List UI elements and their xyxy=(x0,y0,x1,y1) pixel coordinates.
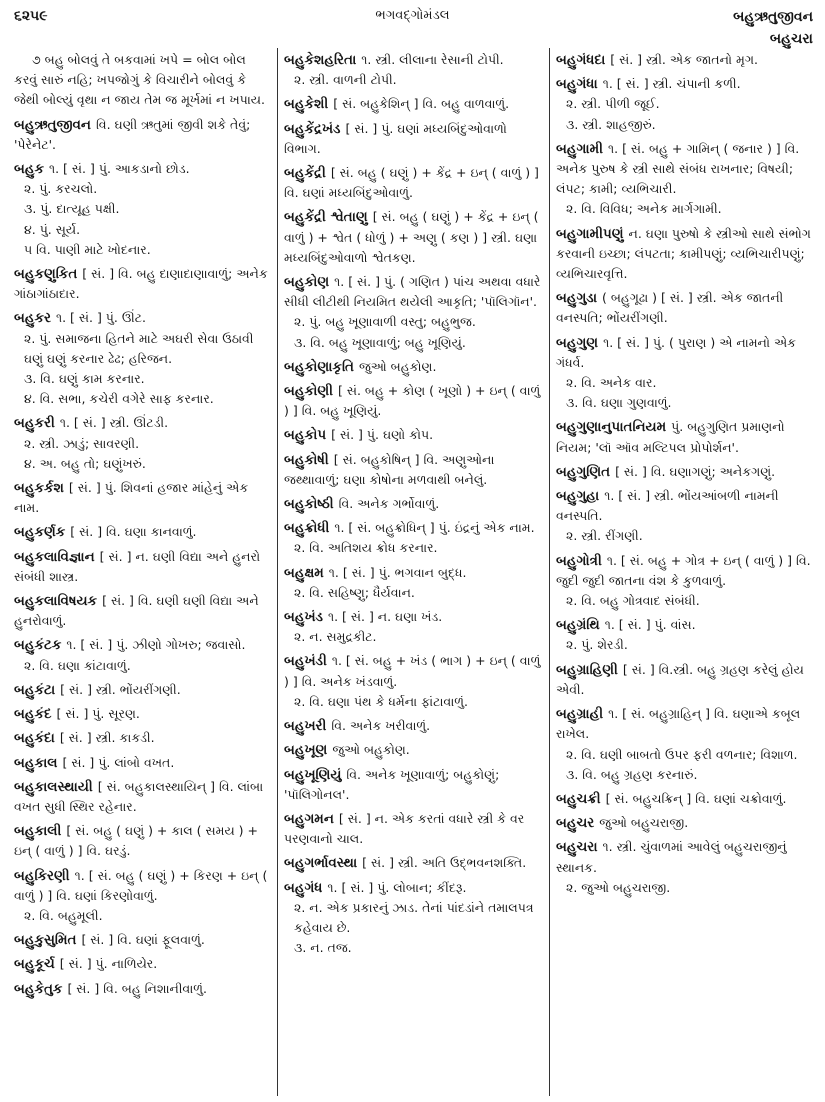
dictionary-entry xyxy=(14,866,272,927)
headword: બહુગુણાનુપાતનિયમ xyxy=(556,419,667,436)
dictionary-entry xyxy=(14,115,272,155)
dictionary-entry xyxy=(556,704,814,785)
definition: [ સં. ] વિ. ઘણા કાનવાળું. xyxy=(70,524,197,540)
definition: ૧. સ્ત્રી. ચુંવાળમાં આવેલું બહુચરાજીનું સ્થાનક. xyxy=(556,839,787,875)
entry-main-line xyxy=(14,522,272,542)
definition: ન. ઘણા પુરુષો કે સ્ત્રીઓ સાથે સંભોગ કરવાની ઇચ્છા; લંપટતા; કામીપણું; વ્યભિચારીપણું; વ્યભિચારવૃત્તિ. xyxy=(556,225,811,282)
sense-line: ૨. ન. એક પ્રકારનું ઝાડ. તેનાં પાંદડાંને તમાલપત્ર કહેવાય છે. xyxy=(294,899,534,935)
sense-line: ૨. પું. શેરડી. xyxy=(566,637,628,653)
dictionary-entry xyxy=(556,813,814,833)
column-divider xyxy=(277,48,278,1096)
definition: [ સં. ] પું. શિવનાં હજાર માંહેનું એક નામ. xyxy=(14,480,249,516)
definition: ૧. [ સં. બહુક્રોધિન્ ] પું. ઇંદ્રનું એક નામ. xyxy=(334,520,535,536)
entry-main-line xyxy=(14,866,272,906)
definition: [ સં. ] વિ. ઘણાં ફૂલવાળું. xyxy=(81,932,205,948)
dictionary-entry xyxy=(556,50,814,70)
sense-line: ૨. જુઓ બહુચરાજી. xyxy=(566,879,671,895)
dictionary-entry xyxy=(556,660,814,700)
entry-main-line xyxy=(556,288,814,328)
dictionary-entry xyxy=(284,563,544,603)
headword: બહુકંટા xyxy=(14,681,56,698)
sense-line: ૨. વિ. ઘણા કાંટાવાળું. xyxy=(24,657,131,673)
entry-main-line xyxy=(556,462,814,482)
dictionary-entry xyxy=(14,728,272,748)
definition: [ સં. ] વિ. ઘણાગણું; અનેકગણું. xyxy=(615,463,776,479)
dictionary-entry xyxy=(14,635,272,675)
definition: વિ. અનેક ખરીવાળું. xyxy=(331,718,431,734)
entry-main-line xyxy=(556,615,814,635)
definition: વિ. અનેક ગર્ભોવાળું. xyxy=(338,496,440,512)
definition: વિ. ઘણી ઋતુમાં જીવી શકે તેવું; 'પેરેનેટ'. xyxy=(14,116,251,152)
guide-word-first: બહુઋતુજીવન xyxy=(733,9,813,25)
headword: બહુકેંદ્રખંડ xyxy=(284,120,341,137)
sense-line: ૩. ન. તજ. xyxy=(294,940,352,956)
definition: ૧. [ સં. ] પું. ભગવાન બુદ્ધ. xyxy=(328,564,467,580)
headword: બહુગુડા xyxy=(556,290,598,307)
dictionary-entry xyxy=(556,789,814,809)
definition: ૧. [ સં. બહુ + ગોત્ર + ઇન્ ( વાળું ) ] વિ. જુદી જુદી જાતના વંશ કે કુળવાળું. xyxy=(556,552,811,588)
headword: બહુકેંદ્રી શ્વેતાણુ xyxy=(284,209,368,226)
headword: બહુક xyxy=(14,161,44,178)
definition: ( બહુગૂઢા ) [ સં. ] સ્ત્રી. એક જાતની વનસ્પતિ; ભોંયરીંગણી. xyxy=(556,290,784,326)
definition: [ સં. ] વિ. બહુ દાણાદાણાવાળું; અનેક ગાંઠાગાંઠાદાર. xyxy=(14,266,268,302)
continued-paragraph: ૭ બહુ બોલવું તે બકવામાં ખપે = બોલ બોલ કરવું સારું નહિ; ખપજોગું કે વિચારીને બોલવું કે જેથી બોલ્યું વૃથા ન જાય તેમ જ મૂર્ખમાં ન ખપાય. xyxy=(14,52,265,108)
definition: [ સં. બહુ ( ઘણું ) + કેંદ્ર + ઇન્ ( વાળું ) + શ્વેત ( ધોળું ) + અણુ ( કણ ) ] સ્ત્રી. ઘણા મધ્યબિંદુઓવાળો શ્વેતકણ. xyxy=(284,209,539,265)
dictionary-entry xyxy=(284,651,544,712)
entry-main-line xyxy=(14,478,272,518)
entry-main-line xyxy=(556,813,814,833)
dictionary-entry xyxy=(284,381,544,421)
entry-main-line xyxy=(556,224,814,285)
definition: ૧. [ સં. બહુગ્રાહિન્ ] વિ. ઘણાએ કબૂલ રાખેલ. xyxy=(556,706,801,742)
entry-main-line xyxy=(284,357,544,377)
entry-main-line xyxy=(14,680,272,700)
headword: બહુકોષ્ઠી xyxy=(284,496,334,513)
dictionary-entry xyxy=(284,450,544,490)
definition: ૧. [ સં. ] ન. ઘણા ખંડ. xyxy=(327,609,443,625)
sense-line: ૨. વિ. બહુમૂલી. xyxy=(24,907,103,923)
dictionary-entry xyxy=(284,518,544,558)
entry-main-line xyxy=(556,486,814,526)
sense-line: ૨. સ્ત્રી. વાળની ટોપી. xyxy=(294,72,397,88)
headword: બહુકોણ xyxy=(284,274,330,291)
entry-main-line xyxy=(14,591,272,631)
dictionary-entry xyxy=(556,74,814,135)
definition: [ સં. ] પું. ઘણાં મધ્યબિંદુઓવાળો વિભાગ. xyxy=(284,120,507,156)
definition: ૧. [ સં. ] પું. લોબાન; કીંદરૂ. xyxy=(327,879,467,895)
entry-main-line xyxy=(14,930,272,950)
entry-main-line xyxy=(14,979,272,999)
headword: બહુકોણાકૃતિ xyxy=(284,358,354,375)
entry-main-line xyxy=(284,716,544,736)
headword: બહુગામીપણું xyxy=(556,225,624,242)
dictionary-entry xyxy=(284,357,544,377)
definition: [ સં. ] સ્ત્રી. અતિ ઉદ્ભવનશક્તિ. xyxy=(362,855,527,871)
entry-main-line xyxy=(556,660,814,700)
entry-main-line xyxy=(556,74,814,94)
dictionary-entry xyxy=(14,954,272,974)
entry-main-line xyxy=(14,821,272,861)
definition: પું. બહુગુણિત પ્રમાણનો નિયમ; 'લૉ ઑવ મલ્ટિપલ પ્રોપોર્શન'. xyxy=(556,419,785,455)
definition: [ સં. ] પું. નાળિયેર. xyxy=(59,956,158,972)
entry-main-line xyxy=(284,381,544,421)
headword: બહુકેંદ્રી xyxy=(284,165,326,182)
sense-line: ૩. વિ. ઘણા ગુણવાળું. xyxy=(566,395,672,411)
headword: બહુગમન xyxy=(284,810,334,827)
definition: ૧. [ સં. ] પું. ઝીણો ગોખરુ; જવાસો. xyxy=(66,637,246,653)
entry-main-line xyxy=(284,651,544,691)
entry-main-line xyxy=(14,704,272,724)
sense-line: ૨. વિ. બહુ ગોત્રવાદ સંબંધી. xyxy=(566,593,700,609)
dictionary-entry xyxy=(14,777,272,817)
entry-main-line xyxy=(556,333,814,373)
entry-main-line xyxy=(556,704,814,744)
headword: બહુકાલી xyxy=(14,823,62,840)
dictionary-entry xyxy=(556,486,814,547)
sense-line: ૨. વિ. ઘણા પંથ કે ધર્મના ફાંટાવાળું. xyxy=(294,693,468,709)
dictionary-entry xyxy=(14,753,272,773)
entry-main-line xyxy=(284,765,544,805)
dictionary-entry xyxy=(556,837,814,898)
page-number: ૬૨૫૯ xyxy=(14,8,48,24)
definition: [ સં. બહુ ( ઘણું ) + કેંદ્ર + ઇન્ ( વાળું ) ] વિ. ઘણાં મધ્યબિંદુઓવાળું. xyxy=(284,165,539,201)
headword: બહુકેશહરિતા xyxy=(284,52,357,68)
definition: ૧. [ સં. ] સ્ત્રી. ચંપાની કળી. xyxy=(602,76,741,92)
dictionary-entry xyxy=(556,551,814,612)
headword: બહુખંડ xyxy=(284,609,323,626)
entry-main-line xyxy=(284,607,544,627)
headword: બહુકેશી xyxy=(284,96,329,113)
sense-line: ૨. ન. સમુદ્રકીટ. xyxy=(294,629,377,645)
definition: [ સં. ] પું. સૂરણ. xyxy=(56,706,140,722)
entry-main-line xyxy=(14,413,272,433)
entry-main-line xyxy=(14,954,272,974)
definition: [ સં. ] સ્ત્રી. ભોંયરીંગણી. xyxy=(60,681,181,697)
headword: બહુકાલ xyxy=(14,754,58,771)
entry-main-line xyxy=(14,753,272,773)
column-2 xyxy=(284,50,544,962)
headword: બહુકર xyxy=(14,310,51,327)
dictionary-entry xyxy=(284,740,544,760)
sense-line: ૪. અ. બહુ તો; ઘણુંખરું. xyxy=(24,455,146,471)
definition: ૧. [ સં. ] પું. ઊંટ. xyxy=(55,310,147,326)
headword: બહુગ્રાહી xyxy=(556,706,604,723)
dictionary-entry xyxy=(556,615,814,655)
headword: બહુઋતુજીવન xyxy=(14,116,91,133)
dictionary-entry xyxy=(556,224,814,285)
headword: બહુગર્ભાવસ્થા xyxy=(284,855,358,872)
entry-main-line xyxy=(14,264,272,304)
entry-main-line xyxy=(14,547,272,587)
entry-main-line xyxy=(284,518,544,538)
definition: વિ. અનેક ખૂણાવાળું; બહુકોણું; 'પૉલિગોનલ'. xyxy=(284,766,500,802)
definition: ૧. [ સં. બહુ ( ઘણું ) + કિરણ + ઇન્ ( વાળું ) ] વિ. ઘણાં કિરણોવાળું. xyxy=(14,867,268,903)
headword: બહુખરી xyxy=(284,718,327,735)
definition: [ સં. ] ન. ઘણી વિદ્યા અને હુનરો સંબંધી શાસ્ત્ર. xyxy=(14,548,261,584)
headword: બહુખંડી xyxy=(284,653,327,670)
dictionary-entry xyxy=(14,308,272,409)
dictionary-entry xyxy=(14,979,272,999)
definition: ૧. [ સં. ] પું. વાંસ. xyxy=(604,617,696,633)
page-header xyxy=(0,0,825,48)
dictionary-entry xyxy=(14,478,272,518)
sense-line: ૩. સ્ત્રી. શાહજીરું. xyxy=(566,116,656,132)
headword: બહુકાલસ્થાયી xyxy=(14,778,93,795)
sense-line: ૩. પું. દાત્યૂહ પક્ષી. xyxy=(24,201,120,217)
dictionary-entry xyxy=(14,522,272,542)
sense-line: ૩. વિ. બહુ ગ્રહણ કરનારું. xyxy=(566,766,698,782)
headword: બહુકંદ xyxy=(14,706,52,723)
headword: બહુગ્રંથિ xyxy=(556,617,600,634)
definition: [ સં. ] ન. એક કરતાં વધારે સ્ત્રી કે વર પરણવાનો ચાલ. xyxy=(284,810,525,847)
headword: બહુકિરણી xyxy=(14,867,70,884)
entry-main-line xyxy=(556,50,814,70)
definition: [ સં. ] વિ.સ્ત્રી. બહુ ગ્રહણ કરેલું હોય એવી. xyxy=(556,661,804,697)
entry-main-line xyxy=(556,417,814,457)
dictionary-entry xyxy=(284,607,544,647)
entry-main-line xyxy=(284,494,544,514)
definition: જુઓ બહુકોણ. xyxy=(332,742,410,758)
sense-line: ૨. સ્ત્રી. પીળી જૂઈ. xyxy=(566,96,660,112)
sense-line: ૨. પું. સમાજના હિતને માટે અઘરી સેવા ઉઠાવી ઘણું ઘણું કરનાર ઢેઢ; હરિજન. xyxy=(24,330,254,366)
definition: [ સં. ] સ્ત્રી. કાકડી. xyxy=(59,730,155,746)
headword: બહુગુણિત xyxy=(556,463,611,480)
headword: બહુચક્રી xyxy=(556,790,601,807)
definition: જુઓ બહુકોણ. xyxy=(358,358,437,374)
dictionary-entry xyxy=(14,591,272,631)
dictionary-entry xyxy=(556,288,814,328)
entry-main-line xyxy=(14,159,272,179)
definition: ૧. [ સં. ] પું. આકડાનો છોડ. xyxy=(48,161,190,177)
definition: ૧. [ સં. ] સ્ત્રી. ભોંયઆંબળી નામની વનસ્પતિ. xyxy=(556,488,779,524)
entry-main-line xyxy=(284,207,544,268)
headword: બહુકોણી xyxy=(284,383,333,400)
headword: બહુક્ષમ xyxy=(284,564,324,581)
dictionary-entry xyxy=(284,272,544,353)
entry-main-line xyxy=(556,789,814,809)
dictionary-entry xyxy=(284,765,544,805)
headword: બહુકલાવિષયક xyxy=(14,593,98,610)
headword: બહુકર્કશ xyxy=(14,480,64,497)
definition: [ સં. બહુ + કોણ ( ખૂણો ) + ઇન્ ( વાળું ) ] વિ. બહુ ખૂણિયું. xyxy=(284,383,541,419)
sense-line: ૨. પું. કરચલો. xyxy=(24,181,98,197)
sense-line: ૩. વિ. બહુ ખૂણાવાળું; બહુ ખૂણિયું. xyxy=(294,334,466,350)
definition: ૧. [ સં. ] પું. ( ગણિત ) પાંચ અથવા વધારે સીધી લીટીથી નિયમિત થયેલી આકૃતિ; 'પૉલિગૉન'. xyxy=(284,274,541,310)
definition: ૧. [ સં. ] પું. ( પુરાણ ) એ નામનો એક ગંધર્વ. xyxy=(556,334,796,370)
headword: બહુગંધા xyxy=(556,76,598,93)
sense-line: ૨. પું. બહુ ખૂણાવાળી વસ્તુ; બહુભુજ. xyxy=(294,314,476,330)
dictionary-entry xyxy=(14,821,272,861)
definition: ૧. [ સં. બહુ + ખંડ ( ભાગ ) + ઇન્ ( વાળું ) ] વિ. અનેક ખંડવાળું. xyxy=(284,653,541,689)
dictionary-entry xyxy=(284,119,544,159)
dictionary-entry xyxy=(556,462,814,482)
definition: [ સં. ] સ્ત્રી. એક જાતનો મૃગ. xyxy=(610,52,758,67)
sense-line: ૫ વિ. પાણી માટે ખોદનાર. xyxy=(24,241,151,257)
entry-main-line xyxy=(284,119,544,159)
sense-line: ૨. સ્ત્રી. ઝાડું; સાવરણી. xyxy=(24,435,140,451)
entry-main-line xyxy=(284,809,544,849)
sense-line: ૪. વિ. સભા, કચેરી વગેરે સાફ કરનાર. xyxy=(24,391,214,407)
entry-main-line xyxy=(284,272,544,312)
headword: બહુકરી xyxy=(14,415,55,432)
dictionary-entry xyxy=(284,163,544,203)
sense-line: ૨. વિ. વિવિધ; અનેક માર્ગગામી. xyxy=(566,201,722,217)
entry-main-line xyxy=(14,308,272,328)
headword: બહુકર્ણક xyxy=(14,524,66,541)
sense-line: ૨. સ્ત્રી. રીંગણી. xyxy=(566,528,643,544)
headword: બહુગુહા xyxy=(556,488,600,505)
definition: ૧. [ સં. બહુ + ગામિન્ ( જનાર ) ] વિ. અનેક પુરુષ કે સ્ત્રી સાથે સંબંધ રાખનાર; વિષયી; લંપટ; કામી; વ્યભિચારી. xyxy=(556,140,800,197)
headword: બહુખૂણિયું xyxy=(284,766,342,783)
entry-main-line xyxy=(14,777,272,817)
headword: બહુકણુકિત xyxy=(14,266,78,283)
headword: બહુકંટક xyxy=(14,637,62,654)
definition: [ સં. બહુ ( ઘણું ) + કાલ ( સમય ) + ઇન્ ( વાળું ) ] વિ. ઘરડું. xyxy=(14,823,259,859)
definition: [ સં. બહુકોષિન્ ] વિ. અણુઓના જથ્થાવાળું; ઘણા કોષોના મળવાથી બનેલું. xyxy=(284,451,495,487)
headword: બહુકૂર્ચ xyxy=(14,956,55,973)
running-title: ભગવદ્ગોમંડલ xyxy=(375,8,450,23)
dictionary-entry xyxy=(14,680,272,700)
entry-main-line xyxy=(556,551,814,591)
entry-main-line xyxy=(556,837,814,877)
sense-line: ૨. વિ. અનેક વાર. xyxy=(566,375,657,391)
headword: બહુગંધદા xyxy=(556,52,606,68)
definition: [ સં. ] પું. ઘણો કોપ. xyxy=(331,427,434,443)
entry-main-line xyxy=(284,50,544,70)
dictionary-entry xyxy=(284,94,544,114)
headword: બહુકોપ xyxy=(284,427,327,444)
guide-words xyxy=(733,6,813,50)
headword: બહુચર xyxy=(556,815,595,832)
sense-line: ૩. વિ. ઘણું કામ કરનાર. xyxy=(24,371,145,387)
column-3 xyxy=(556,50,814,902)
headword: બહુગ્રાહિણી xyxy=(556,661,618,678)
headword: બહુકુસુમિત xyxy=(14,932,77,949)
headword: બહુક્રોધી xyxy=(284,520,330,537)
dictionary-entry xyxy=(556,417,814,457)
sense-line: ૨. વિ. સહિષ્ણુ; ધૈર્યવાન. xyxy=(294,584,415,600)
dictionary-entry xyxy=(14,264,272,304)
entry-main-line xyxy=(284,94,544,114)
headword: બહુકેતુક xyxy=(14,980,63,997)
sense-line: ૨. વિ. ઘણી બાબતો ઉપર ફરી વળનાર; વિશાળ. xyxy=(566,746,798,762)
definition: [ સં. ] વિ. બહુ નિશાનીવાળું. xyxy=(67,980,207,996)
headword: બહુગોત્રી xyxy=(556,552,602,569)
entry-main-line xyxy=(14,635,272,655)
column-divider xyxy=(549,48,550,1096)
dictionary-entry xyxy=(556,139,814,220)
definition: જુઓ બહુચરાજી. xyxy=(599,815,689,831)
dictionary-entry xyxy=(284,425,544,445)
dictionary-entry xyxy=(284,50,544,90)
dictionary-entry xyxy=(284,809,544,849)
dictionary-entry xyxy=(14,159,272,260)
definition: [ સં. બહુચક્રિન્ ] વિ. ઘણાં ચક્રોવાળું. xyxy=(605,790,787,806)
entry-main-line xyxy=(556,139,814,200)
definition: [ સં. ] વિ. ઘણી ઘણી વિદ્યા અને હુનરોવાળું. xyxy=(14,593,259,629)
dictionary-entry xyxy=(284,494,544,514)
guide-word-last: બહુચરા xyxy=(769,31,813,47)
dictionary-entry xyxy=(556,333,814,414)
headword: બહુગંધ xyxy=(284,879,323,896)
definition: ૧. સ્ત્રી. લીલાના રેસાની ટોપી. xyxy=(361,52,504,67)
definition: ૧. [ સં. ] સ્ત્રી. ઊંટડી. xyxy=(59,415,169,431)
dictionary-entry xyxy=(284,207,544,268)
definition: [ સં. બહુકાલસ્થાયિન્ ] વિ. લાંબા વખત સુધી સ્થિર રહેનાર. xyxy=(14,778,264,814)
column-1 xyxy=(14,50,272,1003)
dictionary-entry xyxy=(14,704,272,724)
headword: બહુગુણ xyxy=(556,334,599,351)
dictionary-entry xyxy=(284,878,544,959)
dictionary-entry xyxy=(284,716,544,736)
headword: બહુખૂણ xyxy=(284,742,328,759)
headword: બહુકોષી xyxy=(284,451,329,468)
entry-main-line xyxy=(284,425,544,445)
dictionary-entry xyxy=(284,853,544,873)
definition: [ સં. બહુકેશિન્ ] વિ. બહુ વાળવાળું. xyxy=(333,96,510,112)
dictionary-entry xyxy=(14,547,272,587)
entry-main-line xyxy=(284,740,544,760)
entry-main-line xyxy=(284,853,544,873)
sense-line: ૨. વિ. અતિશય ક્રોધ કરનાર. xyxy=(294,540,438,556)
definition: [ સં. ] પું. લાંબો વખત. xyxy=(62,754,175,770)
dictionary-entry xyxy=(14,413,272,474)
headword: બહુચરા xyxy=(556,839,598,856)
entry-main-line xyxy=(284,450,544,490)
headword: બહુગામી xyxy=(556,140,603,157)
entry-main-line xyxy=(14,728,272,748)
entry-main-line xyxy=(284,878,544,898)
dictionary-entry xyxy=(14,930,272,950)
entry-main-line xyxy=(14,115,272,155)
headword: બહુકંદા xyxy=(14,730,55,747)
headword: બહુકલાવિજ્ઞાન xyxy=(14,548,95,565)
sense-line: ૪. પું. સૂર્ય. xyxy=(24,221,81,237)
entry-main-line xyxy=(284,563,544,583)
entry-main-line xyxy=(284,163,544,203)
